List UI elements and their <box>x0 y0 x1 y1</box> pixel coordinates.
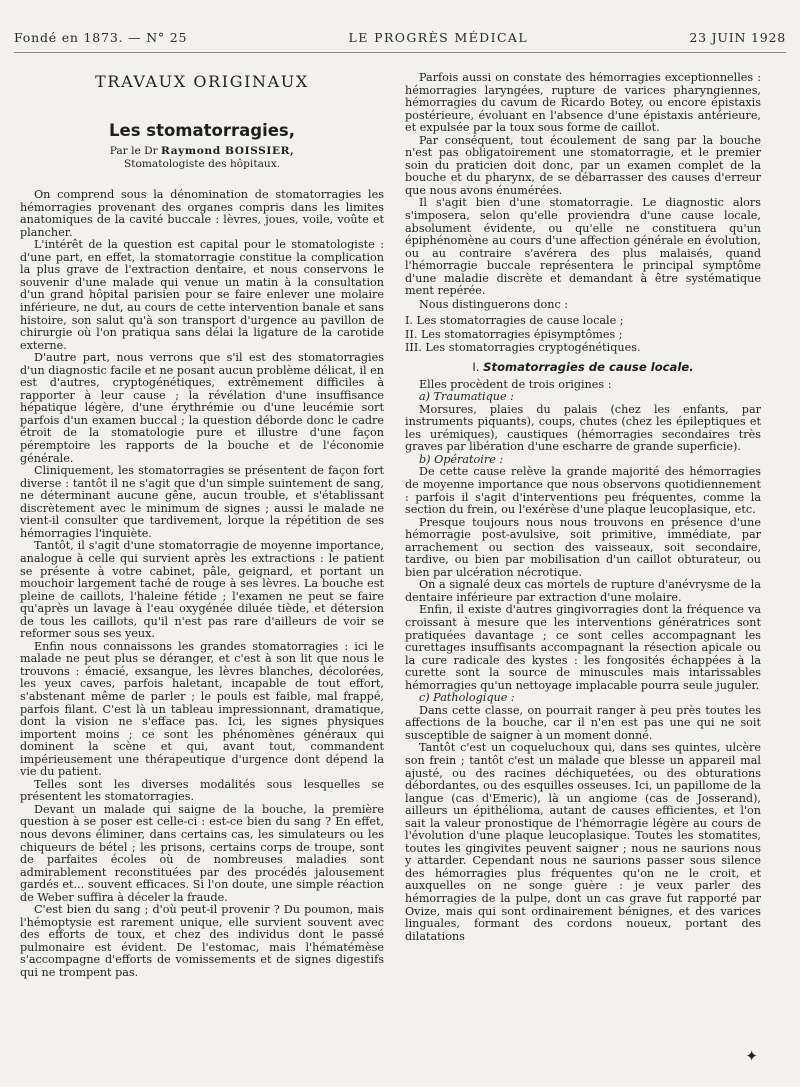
paragraph: Par conséquent, tout écoulement de sang par la bouche n'est pas obligatoirement une stomatorragie, et le premier soin du praticien doit donc, par un examen complet de la bouche et du pharynx, de se débarrasser des causes d'erreur que nous avons énumérées. <box>405 133 761 197</box>
section-title: TRAVAUX ORIGINAUX <box>95 72 309 91</box>
paragraph: Telles sont les diverses modalités sous lesquelles se présentent les stomatorragies. <box>20 777 384 804</box>
author-name: Raymond BOISSIER, <box>161 145 295 158</box>
header-journal-title: LE PROGRÈS MÉDICAL <box>348 30 529 45</box>
paragraph: On comprend sous la dénomination de stomatorragies les hémorragies provenant des organes compris dans les limites anatomiques de la cavité buccale : lèvres, joues, voile, voûte et plancher. <box>20 188 384 239</box>
subpoint-label: c) Pathologique : <box>419 691 515 705</box>
list-item: I. Les stomatorragies de cause locale ; <box>405 314 624 328</box>
paragraph: Enfin, il existe d'autres gingivorragies dont la fréquence va croissant à mesure que les interventions génératrices sont pratiquées davantage ; ce sont celles accompagnant les curettages insuffisants accompagnant la résection apicale ou la cure radicale des kystes : les fongosités échappées à la curette sont la source de minuscules mais intarissables hémorragies qu'un nettoyage implacable pourra seule juguler. <box>405 603 761 692</box>
right-column <box>405 72 761 1067</box>
list-item: II. Les stomatorragies épisymptômes ; <box>405 327 623 341</box>
paragraph: D'autre part, nous verrons que s'il est des stomatorragies d'un diagnostic facile et ne posant aucun problème délicat, il en est d'autres, cryptogénétiques, extrêmement difficiles à rapporter à leur cause ; la révélation d'une insuffisance hépatique légère, d'une érythrémie ou d'une leucémie sort parfois d'un examen buccal ; la question déborde donc le cadre étroit de la stomatologie pure et illustre d'une façon péremptoire les rapports de la bouche et de l'économie générale. <box>20 351 384 465</box>
article-title: Les stomatorragies, <box>108 120 296 140</box>
subpoint-label: b) Opératoire : <box>419 452 504 466</box>
subsection-title: Stomatorragies de cause locale. <box>483 360 694 375</box>
paragraph: Il s'agit bien d'une stomatorragie. Le diagnostic alors s'imposera, selon qu'elle proviendra d'une cause locale, absolument évidente, ou qu'elle ne constituera qu'un épiphénomène au cours d'une affection générale en évolution, ou au contraire s'avérera des plus malaisés, quand l'hémorragie buccale représentera le principal symptôme d'une maladie discrète et demandant à être systématique ment repérée. <box>405 196 761 298</box>
paragraph: L'intérêt de la question est capital pour le stomatologiste : d'une part, en effet, la stomatorragie constitue la complication la plus grave de l'extraction dentaire, et nous conservons le souvenir d'une malade qui venue un matin à la consultation d'un grand hôpital parisien pour se faire enlever une molaire inférieure, ne dut, au cours de cette intervention banale et sans histoire, son salut qu'à son transport d'urgence au pavillon de chirurgie où l'on pratiqua sans délai la ligature de la carotide externe. <box>20 238 384 352</box>
list-item: III. Les stomatorragies cryptogénétiques. <box>405 341 641 355</box>
paragraph: C'est bien du sang ; d'où peut-il provenir ? Du poumon, mais l'hémoptysie est rarement unique, elle survient souvent avec des efforts de toux, et chez des individus dont le passé pulmonaire est évident. De l'estomac, mais l'hématémèse s'accompagne d'efforts de vomissements et de signes digestifs qui ne trompent pas. <box>20 903 384 979</box>
author-affiliation: Stomatologiste des hôpitaux. <box>123 158 281 171</box>
paragraph: Tantôt c'est un coqueluchoux qui, dans ses quintes, ulcère son frein ; tantôt c'est un malade que blesse un appareil mal ajusté, ou des racines déchiquetées, ou des obturations débordantes, ou des esquilles osseuses. Ici, un papillome de la langue (cas d'Emeric), là un angiome (cas de Josserand), ailleurs un épithélioma, autant de causes efficientes, et l'on sait la valeur pronostique de l'hémorragie légère au cours de l'évolution d'une plaque leucoplasique. Toutes les stomatites, toutes les gingivites peuvent saigner ; nous ne saurions nous y attarder. Cependant nous ne saurions passer sous silence des hémorragies plus fréquentes qu'on ne le croit, et auxquelles on ne songe guère : je veux parler des hémorragies de la pulpe, dont un cas grave fut rapporté par Ovize, mais qui sont ordinairement bénignes, et des varices linguales, formant des cordons noueux, portant des dilatations <box>405 741 761 943</box>
byline-prefix: Par le Dr <box>109 145 158 158</box>
byline <box>20 145 384 158</box>
paragraph: On a signalé deux cas mortels de rupture d'anévrysme de la dentaire inférieure par extraction d'une molaire. <box>405 578 761 604</box>
subpoint-label: a) Traumatique : <box>419 390 514 404</box>
list-intro: Nous distinguerons donc : <box>419 297 569 311</box>
continuation-ornament-icon: ✦ <box>745 1047 758 1065</box>
header-rule <box>14 52 786 53</box>
subsection-heading <box>405 361 761 374</box>
paragraph: Presque toujours nous nous trouvons en présence d'une hémorragie post-avulsive, soit primitive, immédiate, par arrachement ou section des vaisseaux, soit secondaire, tardive, ou bien par mobilisation d'un caillot obturateur, ou bien par ulcération nécrotique. <box>405 515 761 579</box>
paragraph: Morsures, plaies du palais (chez les enfants, par instruments piquants), coups, chutes (chez les épileptiques et les urémiques), caustiques (hémorragies secondaires très graves par libération d'une escharre de grande superficie). <box>405 402 761 454</box>
paragraph: Devant un malade qui saigne de la bouche, la première question à se poser est celle-ci : est-ce bien du sang ? En effet, nous devons éliminer, dans certains cas, les simulateurs ou les chiqueurs de bétel ; les prisons, certains corps de troupe, sont de parfaites écoles où de nombreuses maladies sont admirablement reconstituées par des procédés jalousement gardés et... souvent efficaces. Si l'on doute, une simple réaction de Weber suffira à déceler la fraude. <box>20 802 384 904</box>
running-head <box>14 30 786 45</box>
paragraph: Parfois aussi on constate des hémorragies exceptionnelles : hémorragies laryngées, rupture de varices pharyngiennes, hémorragies du cavum de Ricardo Botey, ou encore épistaxis postérieure, évoluant en l'absence d'une épistaxis antérieure, et expulsée par la toux sous forme de caillot. <box>405 72 761 135</box>
paragraph: Cliniquement, les stomatorragies se présentent de façon fort diverse : tantôt il ne s'agit que d'un simple suintement de sang, ne déterminant aucune gêne, aucun trouble, et s'établissant discrètement avec le minimum de signes ; aussi le malade ne vient-il consulter que tardivement, lorque la répétition de ses hémorragies l'inquiète. <box>20 464 384 540</box>
paragraph: Enfin nous connaissons les grandes stomatorragies : ici le malade ne peut plus se déranger, et c'est à son lit que nous le trouvons : émacié, exsangue, les lèvres blanches, décolorées, les yeux caves, parfois haletant, incapable de tout effort, s'abstenant même de parler ; le pouls est faible, mal frappé, parfois filant. C'est là un tableau impressionnant, dramatique, dont la vision ne s'efface pas. Ici, les signes physiques importent moins ; ce sont les phénomènes généraux qui dominent la scène et qui, avant tout, commandent impérieusement une thérapeutique d'urgence dont dépend la vie du patient. <box>20 639 384 779</box>
subsection-number: I. <box>472 360 480 375</box>
header-issue: Fondé en 1873. — N° 25 <box>14 30 188 45</box>
header-date: 23 JUIN 1928 <box>689 30 786 45</box>
paragraph: Dans cette classe, on pourrait ranger à peu près toutes les affections de la bouche, car il n'en est pas une qui ne soit susceptible de saigner à un moment donné. <box>405 703 761 742</box>
left-column <box>20 68 384 1067</box>
paragraph: Elles procèdent de trois origines : <box>419 377 612 391</box>
paragraph: Tantôt, il s'agit d'une stomatorragie de moyenne importance, analogue à celle qui survient après les extractions : le patient se présente à votre cabinet, pâle, geignard, et portant un mouchoir largement taché de rouge à ses lèvres. La bouche est pleine de caillots, l'haleine fétide ; l'examen ne peut se faire qu'après un lavage à l'eau oxygénée diluée tiède, et détersion de tous les caillots, qu'il n'est pas rare d'ailleurs de voir se reformer sous ses yeux. <box>20 539 384 641</box>
classification-list <box>405 315 761 355</box>
paragraph: De cette cause relève la grande majorité des hémorragies de moyenne importance que nous observons quotidiennement : parfois il s'agit d'interventions peu fréquentes, comme la section du frein, ou l'exérèse d'une plaque leucoplasique, etc. <box>405 465 761 517</box>
